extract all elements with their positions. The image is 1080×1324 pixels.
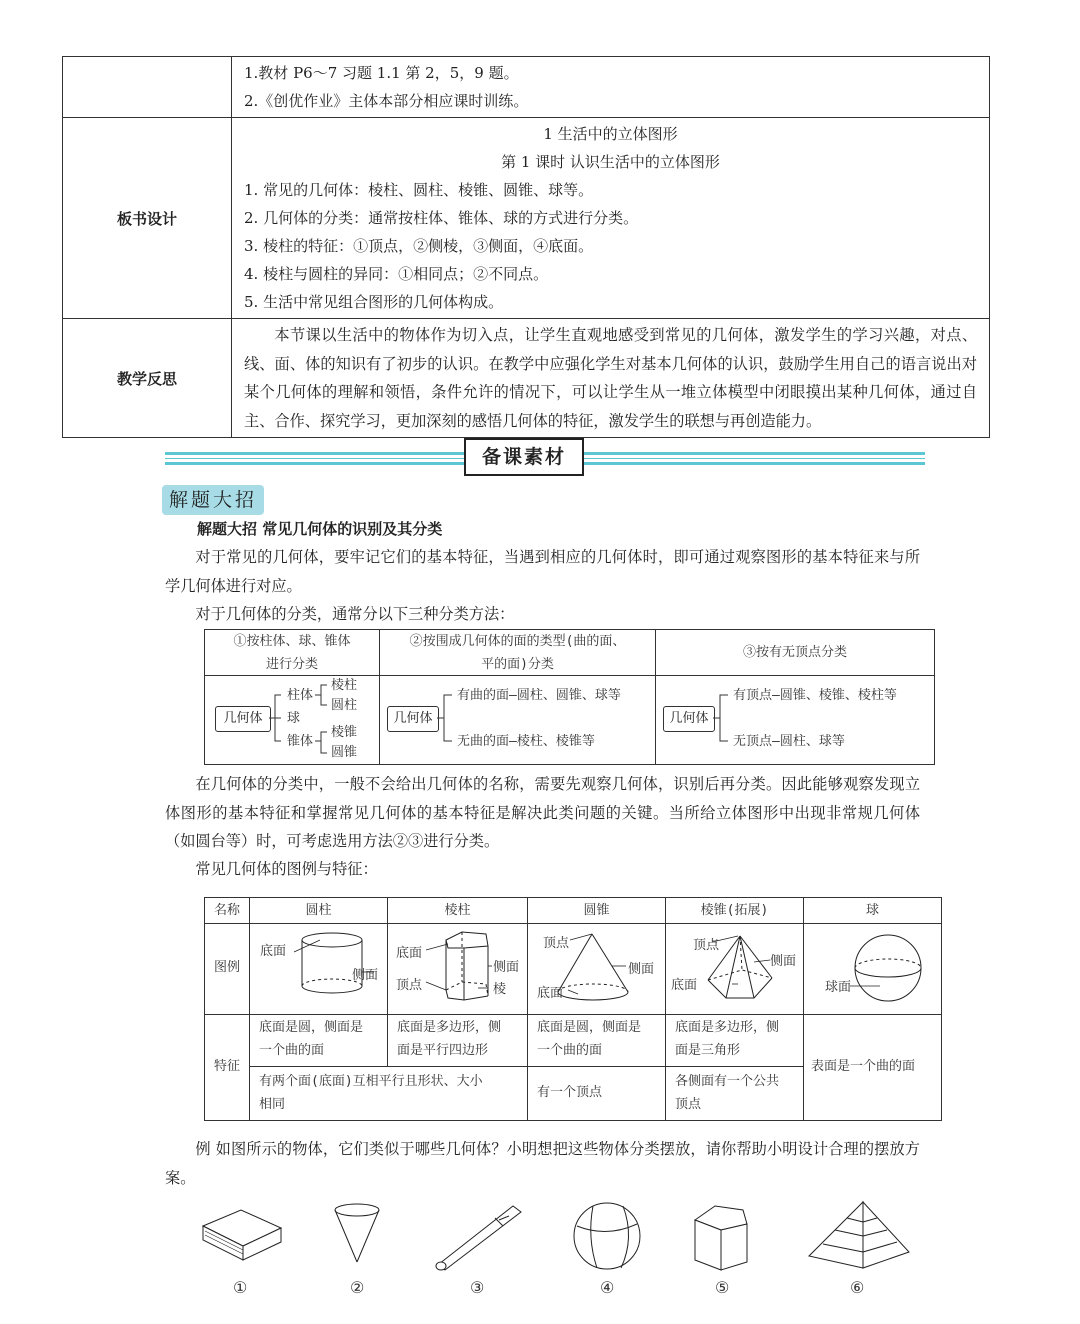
reflection-content (232, 319, 990, 438)
feat-pyramid (675, 1016, 779, 1062)
feat-common3-l1: 各侧面有一个公共 (675, 1074, 780, 1089)
feat-pyramid-l2: 面是三角形 (675, 1043, 741, 1058)
paragraph-1: 对于常见的几何体，要牢记它们的基本特征，当遇到相应的几何体时，即可通过观察图形的基本特征来与所学几何体进行对应。 (165, 548, 920, 595)
figure-number-2: ② (350, 1278, 365, 1297)
board-line-4: 4. 棱柱与圆柱的异同：①相同点；②不同点。 (244, 265, 549, 283)
cyl-side-label: 侧面 (352, 968, 379, 983)
c2-curved: 有曲的面—圆柱、圆锥、球等 (457, 688, 621, 703)
c3-vertex: 有顶点—圆锥、棱锥、棱柱等 (733, 688, 897, 703)
homework-line-2: 2.《创优作业》主体本部分相应课时训练。 (244, 92, 529, 110)
c1-yuanzhu: 圆柱 (331, 698, 358, 713)
board-design-label: 板书设计 (63, 118, 232, 319)
feat-prism (397, 1016, 501, 1062)
figure-number-1: ① (233, 1278, 248, 1297)
hdr-prism: 棱柱 (444, 903, 471, 918)
feat-sphere: 表面是一个曲的面 (811, 1059, 916, 1074)
paragraph-2: 对于几何体的分类，通常分以下三种分类方法： (195, 605, 515, 623)
feat-cylinder-l1: 底面是圆，侧面是 (259, 1020, 364, 1035)
root-box-3: 几何体 (663, 706, 715, 732)
prism-side-label: 侧面 (493, 960, 520, 975)
section-tag: 解题大招 (162, 485, 264, 515)
prism-edge-label: 棱 (493, 982, 507, 997)
feat-prism-l2: 面是平行四边形 (397, 1043, 489, 1058)
object-5-prism (695, 1206, 747, 1270)
hdr-sphere: 球 (865, 903, 879, 918)
c1-lengzhui: 棱锥 (331, 725, 358, 740)
feat-common-cyl-prism (259, 1070, 483, 1116)
board-line-3: 3. 棱柱的特征：①顶点，②侧棱，③侧面，④底面。 (244, 237, 594, 255)
section-banner: 备课素材 (464, 438, 584, 476)
feat-cylinder (259, 1016, 363, 1062)
c1-zhuiti: 锥体 (287, 734, 314, 749)
board-line-5: 5. 生活中常见组合图形的几何体构成。 (244, 293, 504, 311)
homework-content (232, 57, 990, 118)
board-title: 1 生活中的立体图形 (543, 125, 678, 143)
figure-number-4: ④ (600, 1278, 615, 1297)
feat-prism-l1: 底面是多边形，侧 (397, 1020, 502, 1035)
feature-table (204, 897, 942, 1121)
method-1-head-line2: 进行分类 (265, 657, 318, 672)
board-subtitle: 第 1 课时 认识生活中的立体图形 (501, 153, 720, 171)
figure-number-6: ⑥ (850, 1278, 865, 1297)
method-3-head: ③按有无顶点分类 (742, 645, 847, 660)
object-3-pen (436, 1206, 521, 1270)
row-tezheng: 特征 (213, 1059, 240, 1074)
heading: 解题大招 常见几何体的识别及其分类 (197, 520, 443, 538)
prism-base-label: 底面 (396, 946, 423, 961)
prism-vertex-label: 顶点 (396, 978, 423, 993)
c3-novertex: 无顶点—圆柱、球等 (733, 734, 845, 749)
feat-common3-l2: 顶点 (675, 1097, 702, 1112)
paragraph-3: 在几何体的分类中，一般不会给出几何体的名称，需要先观察几何体，识别后再分类。因此能够观察发现立体图形的基本特征和掌握常见几何体的基本特征是解决此类问题的关键。当所给立体图形中出现非常规几何体（如圆台等）时，可考虑选用方法②③进行分类。 (165, 775, 920, 850)
object-2-cone (335, 1204, 379, 1262)
object-6-pyramid (809, 1202, 909, 1268)
feat-cone (537, 1016, 641, 1062)
paragraph-4: 常见几何体的图例与特征： (195, 860, 378, 878)
homework-label (63, 57, 232, 118)
cyl-base-label: 底面 (260, 944, 287, 959)
c1-yuanzhui: 圆锥 (331, 745, 358, 760)
feat-cone-l1: 底面是圆，侧面是 (537, 1020, 642, 1035)
object-1-book (203, 1210, 281, 1260)
homework-line-1: 1.教材 P6～7 习题 1.1 第 2，5，9 题。 (244, 64, 519, 82)
pyr-vertex-label: 顶点 (693, 938, 720, 953)
cone-side-label: 侧面 (628, 962, 655, 977)
board-line-1: 1. 常见的几何体：棱柱、圆柱、棱锥、圆锥、球等。 (244, 181, 594, 199)
hdr-pyramid: 棱锥(拓展) (700, 903, 769, 918)
row-tuli: 图例 (213, 960, 240, 975)
c2-flat: 无曲的面—棱柱、棱锥等 (457, 734, 595, 749)
root-box-1: 几何体 (215, 706, 271, 732)
example-objects (195, 1198, 925, 1278)
c1-lengzhu: 棱柱 (331, 678, 358, 693)
reflection-label: 教学反思 (63, 319, 232, 438)
object-4-ball (574, 1203, 640, 1269)
method-2-head-line1: ②按围成几何体的面的类型(曲的面、 (409, 634, 626, 649)
sphere-figure (804, 924, 941, 1014)
feat-pyramid-l1: 底面是多边形，侧 (675, 1020, 780, 1035)
feat-common-cone: 有一个顶点 (537, 1085, 603, 1100)
board-line-2: 2. 几何体的分类：通常按柱体、锥体、球的方式进行分类。 (244, 209, 639, 227)
figure-number-5: ⑤ (715, 1278, 730, 1297)
method-1-head (205, 630, 379, 676)
cone-base-label: 底面 (537, 986, 564, 1001)
method-1-head-line1: ①按柱体、球、锥体 (233, 634, 351, 649)
feat-common1-l1: 有两个面(底面)互相平行且形状、大小 (259, 1074, 483, 1089)
c1-zhuti: 柱体 (287, 688, 314, 703)
pyr-side-label: 侧面 (770, 954, 797, 969)
feat-common-pyramid (675, 1070, 779, 1116)
example-text: 例 如图所示的物体，它们类似于哪些几何体？小明想把这些物体分类摆放，请你帮助小明设计合理的摆放方案。 (165, 1140, 920, 1187)
pyr-base-label: 底面 (671, 978, 698, 993)
feat-cylinder-l2: 一个曲的面 (259, 1043, 325, 1058)
cone-vertex-label: 顶点 (543, 936, 570, 951)
root-box-2: 几何体 (387, 706, 439, 732)
hdr-name: 名称 (213, 903, 240, 918)
feat-cone-l2: 一个曲的面 (537, 1043, 603, 1058)
method-2-head-line2: 平的面)分类 (481, 657, 554, 672)
lesson-plan-table (62, 56, 990, 438)
method-2-head (380, 630, 655, 676)
sphere-face-label: 球面 (825, 980, 852, 995)
c1-qiu: 球 (287, 711, 301, 726)
hdr-cone: 圆锥 (583, 903, 610, 918)
board-design-content (232, 118, 990, 319)
reflection-text: 本节课以生活中的物体作为切入点，让学生直观地感受到常见的几何体，激发学生的学习兴趣，对点、线、面、体的知识有了初步的认识。在教学中应强化学生对基本几何体的认识，鼓励学生用自己的语言说出对某个几何体的理解和领悟，条件允许的情况下，可以让学生从一堆立体模型中闭眼摸出某种几何体，通过自主、合作、探究学习，更加深刻的感悟几何体的特征，激发学生的联想与再创造能力。 (244, 326, 977, 430)
classification-table (204, 629, 935, 765)
figure-number-3: ③ (470, 1278, 485, 1297)
hdr-cylinder: 圆柱 (305, 903, 332, 918)
feat-common1-l2: 相同 (259, 1097, 286, 1112)
